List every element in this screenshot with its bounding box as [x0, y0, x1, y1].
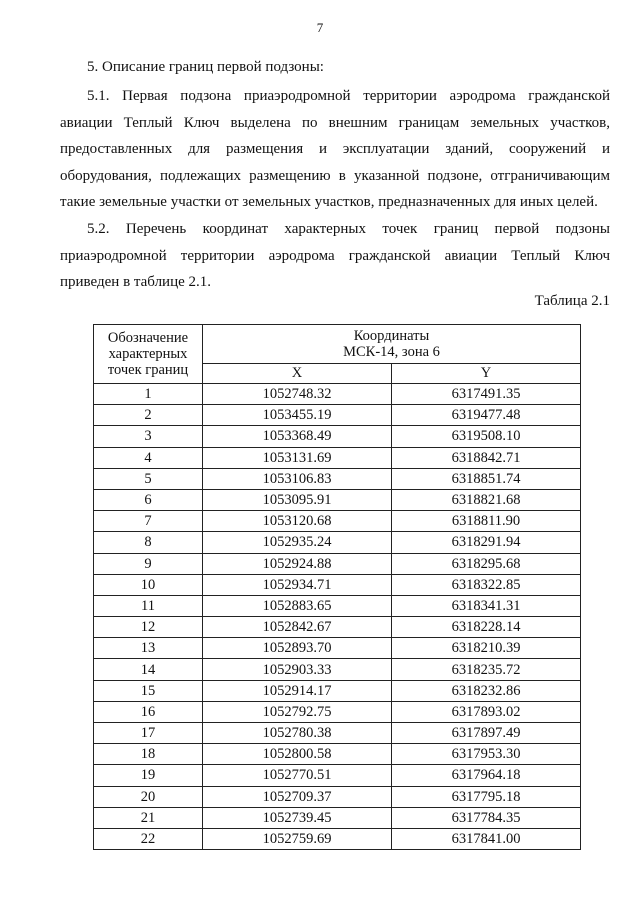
- point-cell: 15: [94, 680, 203, 701]
- table-row: [94, 701, 581, 722]
- point-cell: 22: [94, 828, 203, 849]
- point-cell: 17: [94, 723, 203, 744]
- y-cell: 6318322.85: [392, 574, 581, 595]
- table-row: [94, 680, 581, 701]
- point-header-line: точек границ: [107, 362, 189, 378]
- table-row: [94, 553, 581, 574]
- table-row: [94, 744, 581, 765]
- table-row: [94, 426, 581, 447]
- x-cell: 1052800.58: [203, 744, 392, 765]
- y-cell: 6318232.86: [392, 680, 581, 701]
- paragraph-line: приведен в таблице 2.1.: [60, 274, 212, 290]
- paragraph-5-1: [60, 83, 610, 216]
- x-cell: 1053131.69: [203, 447, 392, 468]
- y-cell: 6319477.48: [392, 405, 581, 426]
- point-cell: 21: [94, 807, 203, 828]
- table-row: [94, 511, 581, 532]
- y-cell: 6318851.74: [392, 468, 581, 489]
- table-row: [94, 489, 581, 510]
- y-cell: 6317491.35: [392, 384, 581, 405]
- point-cell: 9: [94, 553, 203, 574]
- point-cell: 11: [94, 595, 203, 616]
- x-cell: 1052759.69: [203, 828, 392, 849]
- x-cell: 1053106.83: [203, 468, 392, 489]
- x-cell: 1053095.91: [203, 489, 392, 510]
- point-cell: 6: [94, 489, 203, 510]
- point-cell: 2: [94, 405, 203, 426]
- y-cell: 6317795.18: [392, 786, 581, 807]
- y-cell: 6317893.02: [392, 701, 581, 722]
- table-row: [94, 617, 581, 638]
- x-cell: 1052792.75: [203, 701, 392, 722]
- table-row: [94, 532, 581, 553]
- x-cell: 1052883.65: [203, 595, 392, 616]
- page-number: 7: [316, 20, 324, 35]
- table-row: [94, 786, 581, 807]
- y-cell: 6317897.49: [392, 723, 581, 744]
- paragraph-line: 5.1. Первая подзона приаэродромной территории аэродрома гражданской: [87, 88, 610, 104]
- table-row: [94, 807, 581, 828]
- paragraph-line: 5.2. Перечень координат характерных точек границ первой подзоны: [87, 221, 610, 237]
- y-cell: 6318235.72: [392, 659, 581, 680]
- paragraph-5-2: [60, 216, 610, 296]
- y-cell: 6317841.00: [392, 828, 581, 849]
- x-cell: 1052770.51: [203, 765, 392, 786]
- point-cell: 3: [94, 426, 203, 447]
- y-header: Y: [392, 364, 581, 384]
- table-row: [94, 574, 581, 595]
- point-cell: 1: [94, 384, 203, 405]
- x-cell: 1053455.19: [203, 405, 392, 426]
- point-cell: 10: [94, 574, 203, 595]
- y-cell: 6317784.35: [392, 807, 581, 828]
- table-row: [94, 447, 581, 468]
- table-row: [94, 659, 581, 680]
- point-cell: 14: [94, 659, 203, 680]
- point-cell: 7: [94, 511, 203, 532]
- point-cell: 20: [94, 786, 203, 807]
- paragraph-line: авиации Теплый Ключ выделена по внешним границам земельных участков,: [60, 114, 610, 131]
- x-cell: 1052903.33: [203, 659, 392, 680]
- table-row: [94, 723, 581, 744]
- y-cell: 6318295.68: [392, 553, 581, 574]
- y-cell: 6317964.18: [392, 765, 581, 786]
- table-row: [94, 468, 581, 489]
- x-cell: 1052739.45: [203, 807, 392, 828]
- x-cell: 1052935.24: [203, 532, 392, 553]
- x-cell: 1053368.49: [203, 426, 392, 447]
- x-cell: 1052893.70: [203, 638, 392, 659]
- y-cell: 6318811.90: [392, 511, 581, 532]
- x-cell: 1052924.88: [203, 553, 392, 574]
- point-header: [94, 325, 203, 384]
- y-cell: 6318210.39: [392, 638, 581, 659]
- x-cell: 1052934.71: [203, 574, 392, 595]
- point-cell: 8: [94, 532, 203, 553]
- x-cell: 1053120.68: [203, 511, 392, 532]
- x-cell: 1052748.32: [203, 384, 392, 405]
- point-cell: 5: [94, 468, 203, 489]
- y-cell: 6318842.71: [392, 447, 581, 468]
- table-row: [94, 595, 581, 616]
- point-cell: 16: [94, 701, 203, 722]
- coords-header: [203, 325, 581, 364]
- y-cell: 6318821.68: [392, 489, 581, 510]
- x-cell: 1052914.17: [203, 680, 392, 701]
- table-caption: Таблица 2.1: [534, 293, 610, 309]
- paragraph-line: приаэродромной территории аэродрома гражданской авиации Теплый Ключ: [60, 247, 610, 264]
- paragraph-line: оборудования, подлежащих размещению в указанной подзоне, отграничивающим: [60, 167, 610, 184]
- x-cell: 1052842.67: [203, 617, 392, 638]
- point-cell: 19: [94, 765, 203, 786]
- coords-header-line: Координаты: [353, 328, 430, 344]
- point-cell: 4: [94, 447, 203, 468]
- table-row: [94, 828, 581, 849]
- y-cell: 6317953.30: [392, 744, 581, 765]
- coordinates-table: [93, 324, 581, 850]
- point-cell: 12: [94, 617, 203, 638]
- y-cell: 6318291.94: [392, 532, 581, 553]
- point-cell: 18: [94, 744, 203, 765]
- coords-header-line: МСК-14, зона 6: [343, 344, 440, 360]
- section-heading: 5. Описание границ первой подзоны:: [87, 59, 324, 75]
- table-row: [94, 765, 581, 786]
- table-row: [94, 638, 581, 659]
- point-header-line: Обозначение: [107, 330, 189, 346]
- table-row: [94, 405, 581, 426]
- paragraph-line: такие земельные участки от земельных участков, предназначенных для иных целей.: [60, 194, 598, 210]
- y-cell: 6318228.14: [392, 617, 581, 638]
- paragraph-line: предоставленных для размещения и эксплуатации зданий, сооружений и: [60, 141, 610, 157]
- point-header-line: характерных: [108, 346, 188, 362]
- y-cell: 6318341.31: [392, 595, 581, 616]
- coordinates-table-body: [94, 384, 581, 850]
- x-cell: 1052780.38: [203, 723, 392, 744]
- x-header: X: [203, 364, 392, 384]
- point-cell: 13: [94, 638, 203, 659]
- y-cell: 6319508.10: [392, 426, 581, 447]
- x-cell: 1052709.37: [203, 786, 392, 807]
- table-row: [94, 384, 581, 405]
